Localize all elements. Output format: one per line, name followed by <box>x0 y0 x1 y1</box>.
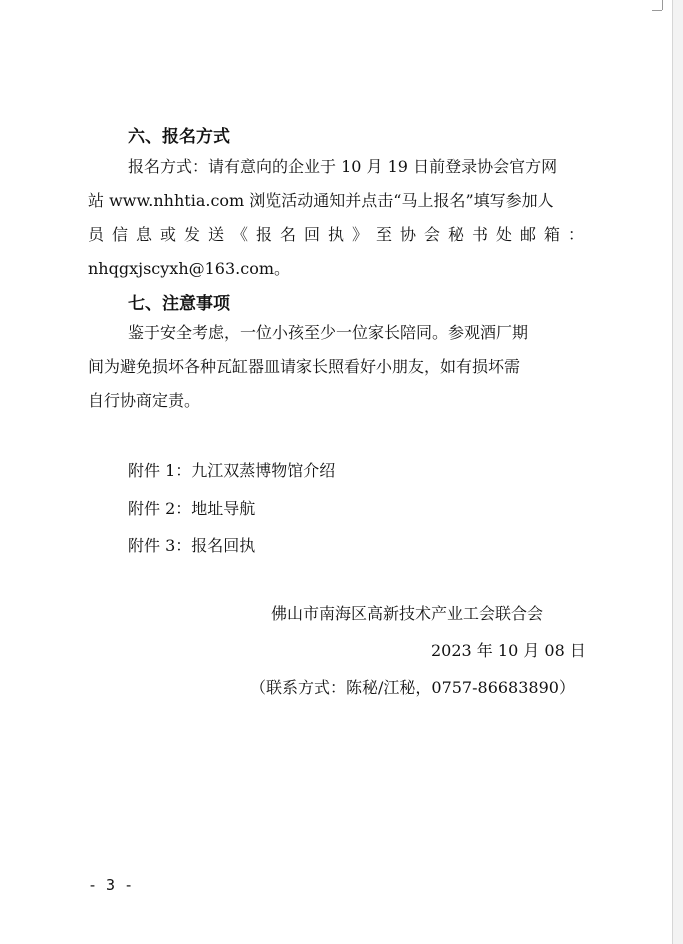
signing-date: 2023 年 10 月 08 日 <box>431 641 586 660</box>
attachment-item: 附件 3：报名回执 <box>128 536 256 555</box>
paragraph-line: 鉴于安全考虑，一位小孩至少一位家长陪同。参观酒厂期 <box>128 323 529 342</box>
attachment-item: 附件 1：九江双蒸博物馆介绍 <box>128 461 336 480</box>
section-heading-notes: 七、注意事项 <box>128 294 230 314</box>
notes-paragraph <box>88 316 584 418</box>
signing-organization: 佛山市南海区高新技术产业工会联合会 <box>271 604 544 623</box>
attachment-item: 附件 2：地址导航 <box>128 499 256 518</box>
contact-info: （联系方式：陈秘/江秘，0757-86683890） <box>250 678 575 697</box>
crop-mark <box>652 10 662 11</box>
registration-paragraph <box>88 150 584 286</box>
page-number: - 3 - <box>88 876 134 894</box>
section-heading-registration: 六、报名方式 <box>128 127 230 147</box>
crop-mark <box>662 0 663 10</box>
paragraph-line: nhqgxjscyxh@163.com。 <box>88 259 291 278</box>
paragraph-line: 间为避免损坏各种瓦缸器皿请家长照看好小朋友，如有损坏需 <box>88 357 521 376</box>
paragraph-line: 报名方式：请有意向的企业于 10 月 19 日前登录协会官方网 <box>128 157 558 176</box>
viewer-gutter <box>673 0 683 944</box>
paragraph-line: 站 www.nhhtia.com 浏览活动通知并点击“马上报名”填写参加人 <box>88 191 554 210</box>
paragraph-line: 员信息或发送《报名回执》至协会秘书处邮箱： <box>88 225 584 244</box>
paragraph-line: 自行协商定责。 <box>88 391 201 410</box>
